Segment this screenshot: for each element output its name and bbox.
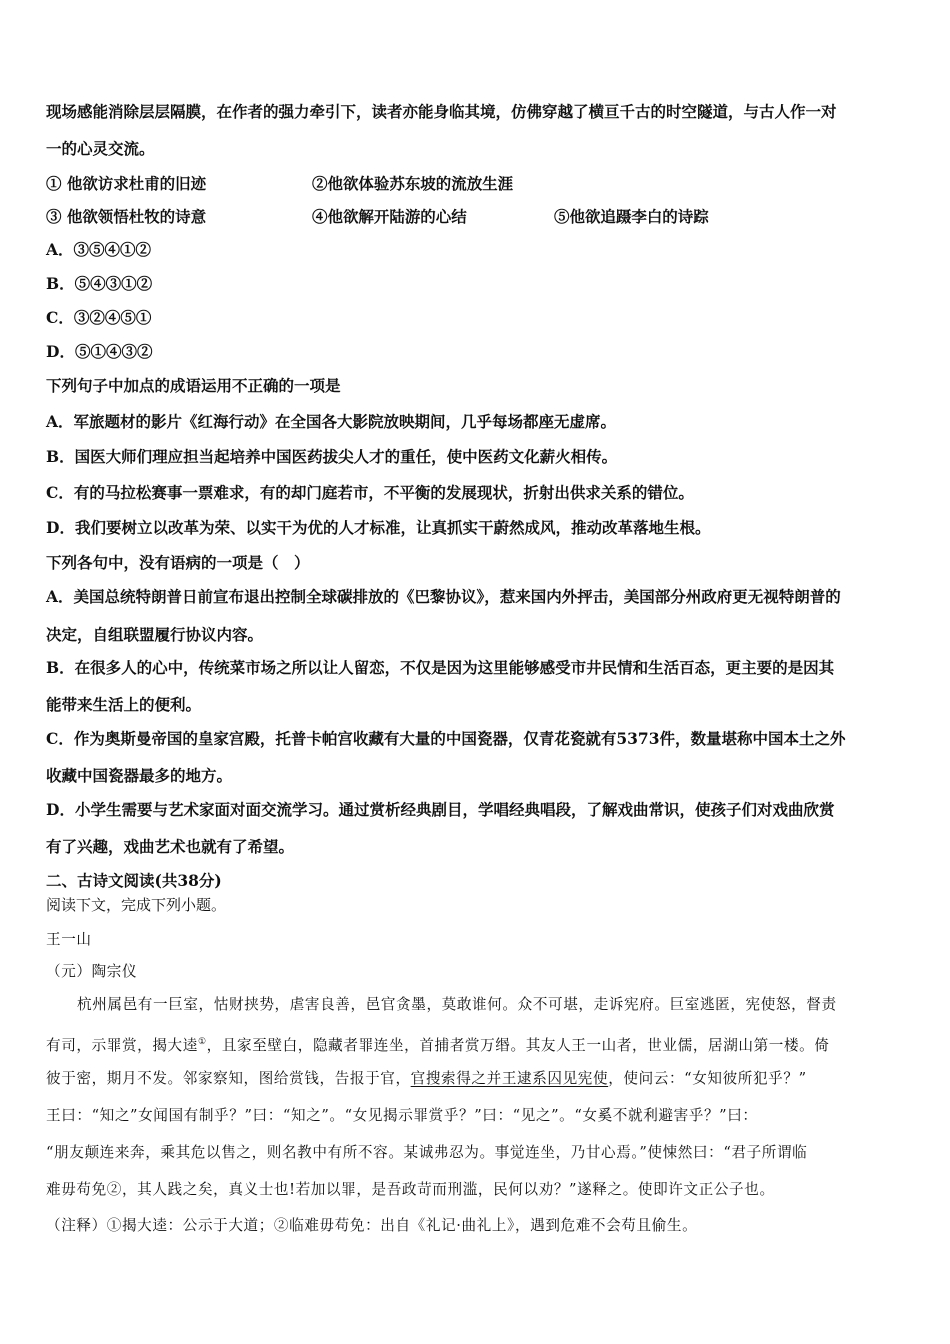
- answer-choice-d: D．小学生需要与艺术家面对面交流学习。通过赏析经典剧目，学唱经典唱段，了解戏曲常识，使孩子们对戏曲欣赏: [46, 800, 835, 819]
- passage-text: 彼于密，期月不发。邻家察知，图给赏钱，告报于官，: [46, 1070, 411, 1087]
- instruction-text: 阅读下文，完成下列小题。: [46, 896, 227, 914]
- answer-choice-d-cont: 有了兴趣，戏曲艺术也就有了希望。: [46, 837, 295, 856]
- passage-text: 有司，示罪赏，揭大逵: [46, 1036, 198, 1054]
- option-5: ⑤他欲追蹑李白的诗踪: [554, 207, 709, 226]
- section-heading: 二、古诗文阅读(共38分): [46, 871, 222, 890]
- passage-paragraph-line: [46, 1032, 830, 1056]
- answer-choice-a: A．军旅题材的影片《红海行动》在全国各大影院放映期间，几乎每场都座无虚席。: [46, 412, 617, 431]
- options-row-1: [46, 174, 906, 194]
- passage-author: （元）陶宗仪: [46, 963, 138, 980]
- answer-choice-a-cont: 决定，自组联盟履行协议内容。: [46, 625, 264, 644]
- answer-choice-d: D．我们要树立以改革为荣、以实干为优的人才标准，让真抓实干蔚然成风，推动改革落地生根。: [46, 518, 711, 537]
- answer-choice-a: A．美国总统特朗普日前宣布退出控制全球碳排放的《巴黎协议》，惹来国内外抨击，美国部分州政府更无视特朗普的: [46, 587, 841, 606]
- passage-paragraph-line: 杭州属邑有一巨室，怙财挟势，虐害良善，邑官贪墨，莫敢谁何。众不可堪，走诉宪府。巨室逃匿，宪使怒，督责: [77, 996, 837, 1013]
- footnote-marker: ①: [197, 1037, 207, 1047]
- passage-paragraph-line: [46, 1069, 807, 1089]
- passage-paragraph-line: “朋友颠连来奔，乘其危以售之，则名教中有所不容。某诚弗忍为。事觉连坐，乃甘心焉。”使悚然曰：“君子所谓临: [46, 1144, 808, 1161]
- passage-text: ，使问云：“女知彼所犯乎？”: [608, 1070, 807, 1087]
- answer-choice-b: B．国医大师们理应担当起培养中国医药拔尖人才的重任，使中医药文化薪火相传。: [46, 447, 618, 466]
- answer-choice-c: C．作为奥斯曼帝国的皇家宫殿，托普卡帕宫收藏有大量的中国瓷器，仅青花瓷就有5373件，数量堪称中国本土之外: [46, 729, 846, 748]
- passage-line: 一的心灵交流。: [46, 139, 155, 158]
- answer-choice-d: D．⑤①④③②: [46, 342, 153, 361]
- answer-choice-b: B．⑤④③①②: [46, 274, 153, 293]
- passage-paragraph-line: 王曰：“知之”女闻国有制乎？”曰：“知之”。“女见揭示罪赏乎？”曰：“见之”。“女奚不就利避害乎？”曰：: [46, 1107, 758, 1124]
- question-stem: 下列句子中加点的成语运用不正确的一项是: [46, 376, 341, 395]
- option-3: ③ 他欲领悟杜牧的诗意: [46, 207, 207, 226]
- answer-choice-c: C．③②④⑤①: [46, 308, 152, 327]
- answer-choice-c: C．有的马拉松赛事一票难求，有的却门庭若市，不平衡的发展现状，折射出供求关系的错位。: [46, 483, 694, 502]
- passage-line: 现场感能消除层层隔膜，在作者的强力牵引下，读者亦能身临其境，仿佛穿越了横亘千古的时空隧道，与古人作一对: [46, 102, 837, 121]
- answer-choice-b-cont: 能带来生活上的便利。: [46, 695, 202, 714]
- passage-text: ，且家至壁白，隐藏者罪连坐，首捕者赏万缗。其友人王一山者，世业儒，居湖山第一楼。倚: [206, 1036, 830, 1054]
- passage-paragraph-line: 难毋苟免②，其人践之矣，真义士也!若加以罪，是吾政苛而刑滥，民何以劝？”遂释之。使即许文正公子也。: [46, 1181, 775, 1198]
- option-2: ②他欲体验苏东坡的流放生涯: [312, 174, 514, 193]
- answer-choice-a: A．③⑤④①②: [46, 240, 152, 259]
- passage-title: 王一山: [46, 931, 92, 948]
- answer-choice-b: B．在很多人的心中，传统菜市场之所以让人留恋，不仅是因为这里能够感受市井民情和生活百态，更主要的是因其: [46, 658, 835, 677]
- answer-choice-c-cont: 收藏中国瓷器最多的地方。: [46, 766, 233, 785]
- options-row-2: [46, 207, 906, 227]
- footnote: （注释）①揭大逵：公示于大道；②临难毋苟免：出自《礼记·曲礼上》，遇到危难不会苟且偷生。: [46, 1217, 698, 1234]
- option-4: ④他欲解开陆游的心结: [312, 207, 467, 226]
- question-stem: 下列各句中，没有语病的一项是（ ）: [46, 553, 310, 572]
- underlined-sentence: 官搜索得之并王逮系囚见宪使: [410, 1070, 609, 1087]
- option-1: ① 他欲访求杜甫的旧迹: [46, 174, 207, 193]
